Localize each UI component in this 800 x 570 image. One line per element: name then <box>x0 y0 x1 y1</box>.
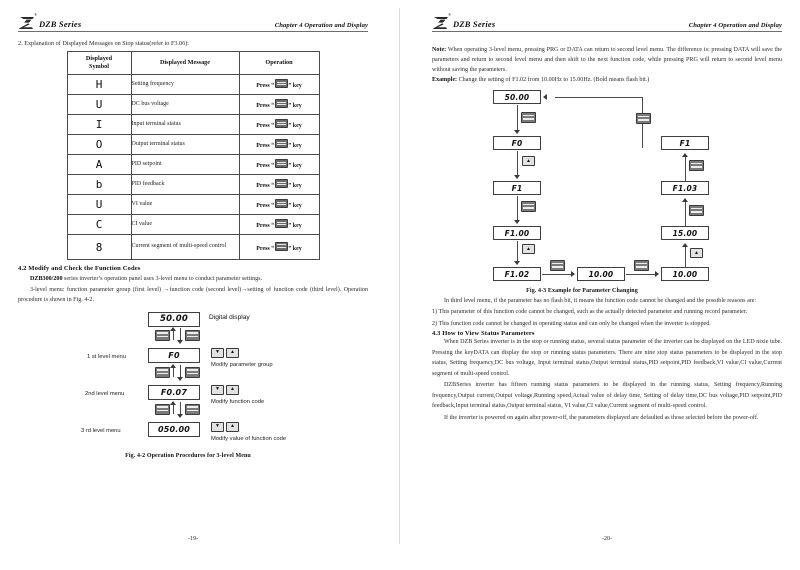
fig43-arrow-2 <box>514 175 520 179</box>
up-key-icon[interactable]: ▲ <box>522 244 535 254</box>
data-key-icon <box>275 99 288 108</box>
cell-message: DC bus voltage <box>131 94 239 114</box>
example-paragraph: Example: Change the setting of F1.02 from 10.00Hz to 15.00Hz. (Bold means flash bit.) <box>432 77 650 84</box>
fig43-arrow-5 <box>571 271 575 277</box>
table-row <box>67 214 319 234</box>
func-data-key-icon[interactable] <box>521 201 536 212</box>
fig42-label-modify-code: Modify function code <box>211 398 265 405</box>
prg-reset-key-icon[interactable] <box>636 113 651 124</box>
fig43-caption: Fig. 4-3 Example for Parameter Changing <box>526 288 638 294</box>
section-4-3-paragraph-2: DZBSeries inverter has fifteen running status parameters to be displayed in the running status, Setting frequency,Running frequency,Output current,Output voltage,Running speed,Actual value of delay time, Setting of delay time,DC bus voltage,PID setpoint,PID feedback,Input terminal status,Output terminal status, VI value,CI value,Current segment of multi-speed control. <box>432 382 782 410</box>
page-number-right: -20- <box>601 535 613 542</box>
right-body <box>414 46 800 423</box>
fig43-node-1000-mid: 10.00 <box>577 267 625 281</box>
left-page <box>0 0 386 570</box>
fig42-arrow-up-3 <box>170 401 176 405</box>
example-label: Example: <box>432 77 458 84</box>
table-body <box>67 74 319 259</box>
prg-reset-key-icon[interactable] <box>155 330 170 341</box>
data-key-icon <box>275 242 288 251</box>
fig43-node-1000-right: 10.00 <box>661 267 709 281</box>
cell-operation: Press “ ” key <box>239 174 319 194</box>
page-number-left: -19- <box>187 535 199 542</box>
cell-symbol: 8 <box>67 234 131 259</box>
cell-operation: Press “ ” key <box>239 194 319 214</box>
brand-name-right: DZB Series <box>453 19 496 29</box>
cell-message: PID feedback <box>131 174 239 194</box>
func-data-key-icon[interactable] <box>185 330 200 341</box>
fig43-arrow-3 <box>514 220 520 224</box>
section-4-2-heading: 4.2 Modify and Check the Function Codes <box>18 264 141 272</box>
down-key-icon[interactable]: ▼ <box>211 385 224 395</box>
section-4-2-paragraph-1: DZB300/200 series inverter’s operation panel uses 3-level menu to conduct parameter settings. <box>30 275 263 282</box>
right-paragraph-2: 1) This parameter of this function code cannot be changed, such as the actually detected parameter and running record parameter. <box>432 309 748 316</box>
fig43-return-line-h <box>555 97 642 98</box>
down-key-icon[interactable]: ▼ <box>211 422 224 432</box>
col-header-operation: Operation <box>239 52 319 75</box>
table-row <box>67 194 319 214</box>
fig43-node-f103: F1.03 <box>661 181 709 195</box>
fig42-arrow-down-1 <box>177 340 183 344</box>
up-key-icon[interactable]: ▲ <box>226 422 239 432</box>
figure-4-2 <box>43 310 343 470</box>
fig43-line-top-f0 <box>517 105 518 131</box>
fig43-line-1000-1500 <box>685 246 686 268</box>
registered-trademark-icon: ® <box>33 12 37 17</box>
func-data-key-icon[interactable] <box>185 404 200 415</box>
table-row <box>67 94 319 114</box>
section-4-2-paragraph-2: 3-level menu: function parameter group (first level) →function code (second level)→setting of function code (third level). Operation procedure is shown in Fig. 4-2. <box>18 286 368 304</box>
up-key-icon[interactable]: ▲ <box>522 156 535 166</box>
fig43-line-f1-f100 <box>517 196 518 221</box>
note-paragraph: Note: When operating 3-level menu, pressing PRG or DATA can return to second level menu. The difference is: pressing DATA will save the parameters and return to second level menu and then shift to the next function code, while pressing PRG will return to second level menu without saving the parameters. <box>432 47 782 73</box>
table-row <box>67 234 319 259</box>
cell-message: VI value <box>131 194 239 214</box>
fig43-arrow-1 <box>514 130 520 134</box>
fig43-line-1000-1000 <box>626 274 656 275</box>
cell-symbol: I <box>67 114 131 134</box>
cell-symbol: U <box>67 194 131 214</box>
col-header-symbol: Displayed Symbol <box>67 52 131 75</box>
running-head-right <box>432 0 782 32</box>
fig42-label-digital-display: Digital display <box>209 313 250 321</box>
cell-symbol: O <box>67 134 131 154</box>
data-key-icon <box>275 199 288 208</box>
fig42-arrow-up-1 <box>170 327 176 331</box>
displayed-messages-table <box>67 51 320 260</box>
fig42-node-level2: F0.07 <box>148 385 200 400</box>
prg-reset-key-icon[interactable] <box>155 367 170 378</box>
col-header-message: Displayed Message <box>131 52 239 75</box>
up-key-icon[interactable]: ▲ <box>690 248 703 258</box>
prg-reset-key-icon[interactable] <box>521 112 536 123</box>
cell-operation: Press “ ” key <box>239 94 319 114</box>
right-paragraph-1: In third level menu, if the parameter has no flash bit, it means the function code cannot be changed and the possible reasons are: <box>444 298 757 304</box>
prg-reset-key-icon[interactable] <box>689 160 704 171</box>
data-key-icon <box>275 119 288 128</box>
table-row <box>67 134 319 154</box>
section-4-3-paragraph-3: If the inverter is powered on again after power-off, the parameters displayed are defaulted as those selected before the power-off. <box>444 414 759 421</box>
dzb-logo-icon <box>18 12 37 30</box>
data-key-icon <box>275 219 288 228</box>
fig42-arrow-down-2 <box>177 377 183 381</box>
cell-symbol: b <box>67 174 131 194</box>
down-key-icon[interactable]: ▼ <box>211 348 224 358</box>
fig43-arrow-9 <box>682 153 688 157</box>
figure-4-3 <box>437 88 777 294</box>
cell-operation: Press “ ” key <box>239 154 319 174</box>
cell-operation: Press “ ” key <box>239 134 319 154</box>
fig43-line-f0-f1 <box>517 151 518 176</box>
fig43-line-f100-f102 <box>517 241 518 262</box>
fig42-label-level3: 3 rd level menu <box>81 427 121 434</box>
fig42-label-level1: 1 st level menu <box>87 353 126 360</box>
chapter-label-right: Chapter 4 Operation and Display <box>688 21 782 29</box>
cell-message: CI value <box>131 214 239 234</box>
table-row <box>67 114 319 134</box>
prg-reset-key-icon[interactable] <box>155 404 170 415</box>
func-data-key-icon[interactable] <box>550 260 565 271</box>
right-paragraph-3: 2) This function code cannot be changed in operating status and can only be changed when the inverter is stopped. <box>432 320 711 327</box>
fig42-arrow-down-3 <box>177 414 183 418</box>
fig42-caption: Fig. 4-2 Operation Procedures for 3-level Menu <box>125 452 251 459</box>
binding-gutter <box>386 0 414 570</box>
model-name: DZB300/200 <box>30 275 63 282</box>
func-data-key-icon[interactable] <box>689 205 704 216</box>
cell-symbol: A <box>67 154 131 174</box>
fig42-node-level1: F0 <box>148 348 200 363</box>
fig43-node-f0: F0 <box>493 136 541 150</box>
data-key-icon <box>275 179 288 188</box>
cell-symbol: U <box>67 94 131 114</box>
cell-message: Input terminal status <box>131 114 239 134</box>
cell-message: Output terminal status <box>131 134 239 154</box>
registered-trademark-icon: ® <box>447 12 451 17</box>
fig43-line-f102-1000 <box>542 274 572 275</box>
cell-symbol: C <box>67 214 131 234</box>
brand-name-left: DZB Series <box>39 19 82 29</box>
fig42-label-modify-value: Modify value of function code <box>211 435 287 442</box>
section-4-3-paragraph-1: When DZB Series inverter is in the stop or running status, several status parameter of the inverter can be displayed on the LED nixie tube. Pressing the keyDATA can display the stop or running status parameters. There are nine stop status parameters to be displayed in the stop status, Setting frequency,DC bus voltage, Input terminal status,Output terminal status,PID setpoint,PID feedback,VI value,CI value,Current segment of multi-speed control. <box>432 339 782 377</box>
table-row <box>67 154 319 174</box>
cell-operation: Press “ ” key <box>239 114 319 134</box>
note-label: Note: <box>432 47 447 53</box>
fig43-node-f1-left: F1 <box>493 181 541 195</box>
fig43-node-top: 50.00 <box>493 90 541 104</box>
dzb-logo-icon <box>432 12 451 30</box>
section-4-3-heading: 4.3 How to View Status Parameters <box>432 330 535 338</box>
cell-symbol: H <box>67 74 131 94</box>
up-key-icon[interactable]: ▲ <box>226 348 239 358</box>
fig42-arrow-up-2 <box>170 364 176 368</box>
cell-operation: Press “ ” key <box>239 234 319 259</box>
fig42-label-modify-group: Modify parameter group <box>211 361 273 368</box>
cell-message: Setting frequency <box>131 74 239 94</box>
fig43-arrow-8 <box>682 198 688 202</box>
data-key-icon <box>275 159 288 168</box>
fig43-node-f102: F1.02 <box>493 267 541 281</box>
cell-operation: Press “ ” key <box>239 74 319 94</box>
cell-operation: Press “ ” key <box>239 214 319 234</box>
running-head-left <box>18 0 368 32</box>
fig43-arrow-7 <box>682 243 688 247</box>
up-key-icon[interactable] <box>634 260 649 271</box>
up-key-icon[interactable]: ▲ <box>226 385 239 395</box>
func-data-key-icon[interactable] <box>185 367 200 378</box>
fig43-node-f1-right: F1 <box>661 136 709 150</box>
fig43-return-arrow <box>543 94 547 100</box>
fig42-label-level2: 2nd level menu <box>85 390 125 397</box>
cell-message: Current segment of multi-speed control <box>131 234 239 259</box>
data-key-icon <box>275 139 288 148</box>
cell-message: PID setpoint <box>131 154 239 174</box>
fig43-node-f100: F1.00 <box>493 226 541 240</box>
table-row <box>67 174 319 194</box>
fig42-node-level3: 050.00 <box>148 422 200 437</box>
section2-title: 2. Explanation of Displayed Messages on Stop status(refer to F3.06): <box>18 40 189 47</box>
table-row <box>67 74 319 94</box>
brand-logo-left <box>18 12 82 30</box>
fig43-arrow-4 <box>514 261 520 265</box>
fig43-arrow-6 <box>655 271 659 277</box>
brand-logo-right <box>432 12 496 30</box>
table-header-row <box>67 52 319 75</box>
right-page <box>414 0 800 570</box>
data-key-icon <box>275 79 288 88</box>
fig43-node-1500: 15.00 <box>661 226 709 240</box>
left-body <box>0 40 386 470</box>
chapter-label-left: Chapter 4 Operation and Display <box>274 21 368 29</box>
fig42-node-display: 50.00 <box>148 312 200 327</box>
fig43-line-1500-f103 <box>685 201 686 227</box>
fig43-line-f103-f1 <box>685 156 686 182</box>
